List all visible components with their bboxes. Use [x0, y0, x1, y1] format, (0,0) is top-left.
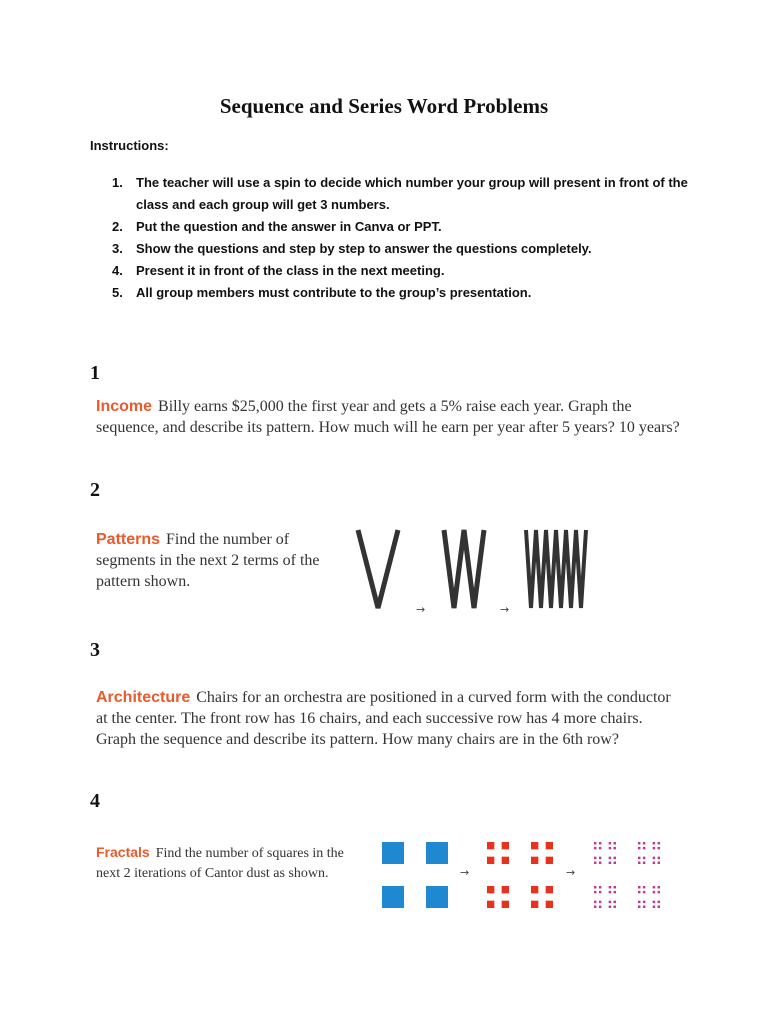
cantor-square	[643, 886, 645, 888]
cantor-square	[643, 891, 645, 893]
cantor-square	[614, 891, 616, 893]
cantor-square	[614, 906, 616, 908]
problem-number-1: 1	[90, 362, 100, 384]
cantor-square	[653, 857, 655, 859]
cantor-square	[599, 857, 601, 859]
cantor-square	[502, 857, 509, 864]
cantor-square	[653, 847, 655, 849]
cantor-square	[638, 891, 640, 893]
instruction-text: All group members must contribute to the group’s presentation.	[136, 285, 532, 300]
cantor-square	[653, 906, 655, 908]
cantor-square	[638, 847, 640, 849]
cantor-square	[599, 847, 601, 849]
instruction-number: 3.	[112, 241, 123, 256]
cantor-square	[658, 906, 660, 908]
instruction-number: 4.	[112, 263, 123, 278]
problem-text: Chairs for an orchestra are positioned in a curved form with the conductor at the center. The front row has 16 chairs, and each successive row has 4 more chairs. Graph the sequence and describe its pattern. How many chairs are in the 6th row?	[96, 689, 671, 748]
cantor-square	[653, 862, 655, 864]
cantor-square	[599, 842, 601, 844]
problem-number-3: 3	[90, 639, 100, 661]
cantor-square	[638, 886, 640, 888]
arrow-icon: →	[416, 603, 426, 616]
pattern-term-3	[526, 530, 586, 608]
cantor-square	[643, 857, 645, 859]
instruction-text: Present it in front of the class in the next meeting.	[136, 263, 445, 278]
cantor-square	[653, 842, 655, 844]
cantor-square	[643, 906, 645, 908]
cantor-dust-iteration-2	[487, 842, 553, 908]
cantor-square	[594, 862, 596, 864]
cantor-square	[426, 886, 448, 908]
arrow-icon: →	[460, 866, 470, 879]
cantor-square	[609, 906, 611, 908]
cantor-square	[531, 886, 538, 893]
cantor-square	[502, 842, 509, 849]
arrow-icon: →	[500, 603, 510, 616]
instructions-label: Instructions:	[90, 138, 169, 153]
cantor-dust-iteration-3	[594, 842, 660, 908]
cantor-square	[487, 886, 494, 893]
cantor-square	[643, 901, 645, 903]
instruction-item	[108, 282, 688, 304]
cantor-square	[643, 842, 645, 844]
cantor-square	[546, 842, 553, 849]
cantor-square	[594, 906, 596, 908]
cantor-square	[653, 891, 655, 893]
cantor-square	[614, 847, 616, 849]
cantor-square	[609, 847, 611, 849]
arrow-icon: →	[566, 866, 576, 879]
cantor-square	[531, 857, 538, 864]
problem-text: Find the number of segments in the next 2 terms of the pattern shown.	[96, 531, 320, 590]
cantor-square	[638, 901, 640, 903]
cantor-square	[638, 842, 640, 844]
cantor-square	[614, 886, 616, 888]
problem-2	[96, 529, 336, 592]
cantor-square	[609, 842, 611, 844]
cantor-square	[382, 842, 404, 864]
cantor-square	[546, 857, 553, 864]
problem-keyword: Patterns	[96, 531, 161, 548]
cantor-square	[487, 857, 494, 864]
cantor-square	[487, 842, 494, 849]
page-title: Sequence and Series Word Problems	[219, 94, 549, 118]
cantor-square	[643, 847, 645, 849]
cantor-square	[638, 862, 640, 864]
problem-keyword: Architecture	[96, 689, 191, 706]
cantor-dust-iteration-1	[382, 842, 448, 908]
cantor-square	[502, 886, 509, 893]
instruction-text: Show the questions and step by step to answer the questions completely.	[136, 241, 592, 256]
instruction-item	[108, 172, 688, 216]
instruction-text: The teacher will use a spin to decide which number your group will present in front of the class and each group will get 3 numbers.	[136, 175, 688, 212]
instruction-number: 2.	[112, 219, 123, 234]
cantor-square	[658, 862, 660, 864]
cantor-square	[426, 842, 448, 864]
cantor-square	[609, 886, 611, 888]
pattern-term-2	[444, 530, 484, 608]
problem-4	[96, 842, 356, 884]
cantor-square	[609, 891, 611, 893]
cantor-square	[609, 857, 611, 859]
cantor-square	[614, 862, 616, 864]
v-pattern-figure	[350, 520, 600, 620]
cantor-square	[546, 886, 553, 893]
cantor-square	[599, 906, 601, 908]
cantor-square	[638, 857, 640, 859]
cantor-square	[382, 886, 404, 908]
cantor-square	[653, 901, 655, 903]
cantor-square	[594, 886, 596, 888]
cantor-square	[531, 901, 538, 908]
cantor-square	[658, 886, 660, 888]
cantor-square	[599, 886, 601, 888]
cantor-square	[614, 842, 616, 844]
problem-number-2: 2	[90, 479, 100, 501]
cantor-square	[609, 862, 611, 864]
cantor-square	[546, 901, 553, 908]
cantor-square	[653, 886, 655, 888]
problem-3	[96, 687, 686, 750]
cantor-square	[599, 891, 601, 893]
instruction-item	[108, 260, 688, 282]
instruction-item	[108, 238, 688, 260]
instruction-item	[108, 216, 688, 238]
cantor-square	[594, 901, 596, 903]
cantor-square	[502, 901, 509, 908]
pattern-term-1	[358, 530, 398, 608]
cantor-square	[599, 901, 601, 903]
instruction-text: Put the question and the answer in Canva or PPT.	[136, 219, 442, 234]
cantor-square	[531, 842, 538, 849]
cantor-square	[658, 891, 660, 893]
instruction-number: 1.	[112, 175, 123, 190]
cantor-square	[487, 901, 494, 908]
cantor-square	[594, 857, 596, 859]
cantor-square	[658, 847, 660, 849]
cantor-square	[658, 901, 660, 903]
cantor-square	[599, 862, 601, 864]
problem-keyword: Fractals	[96, 844, 150, 860]
cantor-square	[594, 847, 596, 849]
cantor-square	[594, 842, 596, 844]
cantor-square	[614, 901, 616, 903]
cantor-square	[609, 901, 611, 903]
instructions-list	[108, 172, 688, 304]
cantor-square	[658, 842, 660, 844]
problem-number-4: 4	[90, 790, 100, 812]
cantor-square	[643, 862, 645, 864]
problem-keyword: Income	[96, 398, 153, 415]
cantor-square	[658, 857, 660, 859]
cantor-square	[614, 857, 616, 859]
problem-text: Find the number of squares in the next 2 iterations of Cantor dust as shown.	[96, 846, 344, 881]
problem-text: Billy earns $25,000 the first year and gets a 5% raise each year. Graph the sequence, and describe its pattern. How much will he earn per year after 5 years? 10 years?	[96, 398, 680, 436]
cantor-square	[594, 891, 596, 893]
problem-1	[96, 396, 686, 438]
instruction-number: 5.	[112, 285, 123, 300]
cantor-square	[638, 906, 640, 908]
